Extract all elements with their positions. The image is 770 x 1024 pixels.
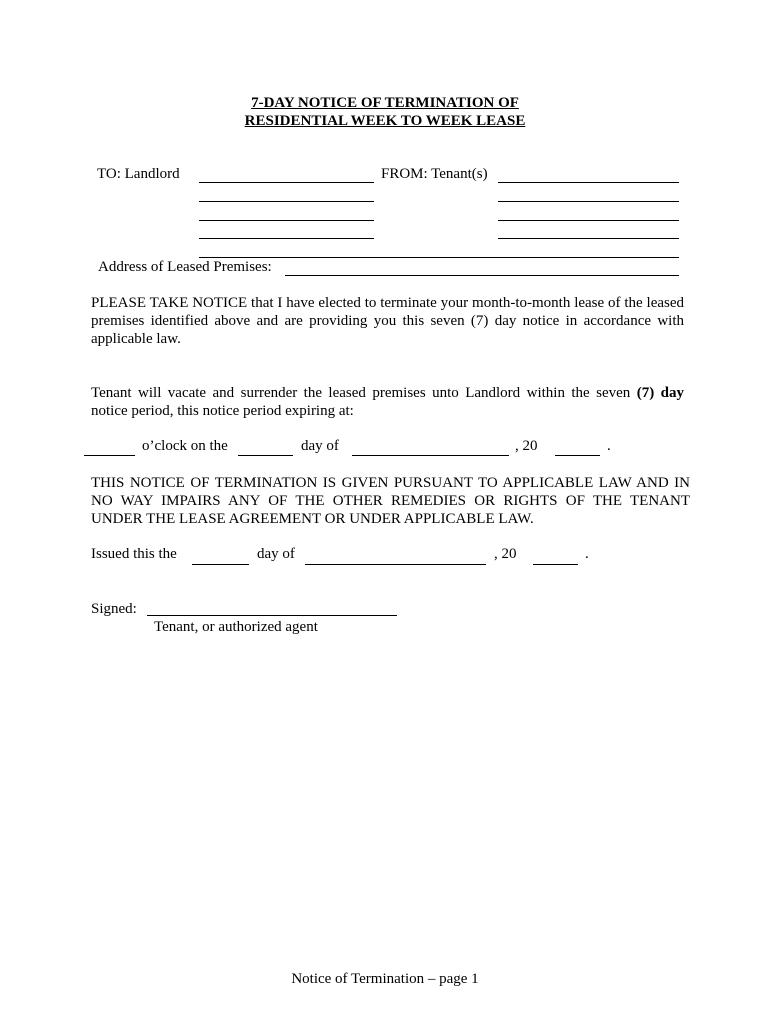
- landlord-name-line-3[interactable]: [199, 220, 374, 221]
- document-title-line-2: RESIDENTIAL WEEK TO WEEK LEASE: [244, 113, 526, 129]
- landlord-name-line-1[interactable]: [199, 182, 374, 183]
- issued-period: .: [585, 546, 589, 562]
- vacate-text-after: notice period, this notice period expiring at:: [91, 403, 354, 419]
- landlord-name-line-4[interactable]: [199, 238, 374, 239]
- vacate-text-bold: (7) day: [636, 385, 684, 401]
- expiry-day-blank[interactable]: [238, 455, 293, 456]
- from-tenant-label: FROM: Tenant(s): [381, 166, 488, 182]
- tenant-name-line-1[interactable]: [498, 182, 679, 183]
- tenant-name-line-4[interactable]: [498, 238, 679, 239]
- issued-day-of-label: day of: [257, 546, 295, 562]
- signature-line[interactable]: [147, 615, 397, 616]
- signed-label: Signed:: [91, 601, 137, 617]
- signature-caption: Tenant, or authorized agent: [154, 619, 318, 635]
- notice-paragraph: PLEASE TAKE NOTICE that I have elected to terminate your month-to-month lease of the leased premises identified above and are providing you this seven (7) day notice in accordance with applicable law.: [91, 295, 684, 347]
- expiry-month-blank[interactable]: [352, 455, 509, 456]
- address-label: Address of Leased Premises:: [98, 259, 272, 275]
- issued-year-blank[interactable]: [533, 564, 578, 565]
- expiry-hour-blank[interactable]: [84, 455, 135, 456]
- address-line[interactable]: [285, 275, 679, 276]
- expiry-period: .: [607, 438, 611, 454]
- issued-year-prefix: , 20: [494, 546, 517, 562]
- vacate-text-before: Tenant will vacate and surrender the leased premises unto Landlord within the seven: [91, 385, 637, 401]
- expiry-year-blank[interactable]: [555, 455, 600, 456]
- issued-label: Issued this the: [91, 546, 177, 562]
- issued-day-blank[interactable]: [192, 564, 249, 565]
- expiry-year-prefix: , 20: [515, 438, 538, 454]
- tenant-name-line-3[interactable]: [498, 220, 679, 221]
- oclock-label: o’clock on the: [142, 438, 228, 454]
- expiry-day-of-label: day of: [301, 438, 339, 454]
- issued-month-blank[interactable]: [305, 564, 486, 565]
- legal-caps-paragraph: THIS NOTICE OF TERMINATION IS GIVEN PURSUANT TO APPLICABLE LAW AND IN NO WAY IMPAIRS ANY OF THE OTHER REMEDIES OR RIGHTS OF THE TENANT UNDER THE LEASE AGREEMENT OR UNDER APPLICABLE LAW.: [91, 475, 690, 527]
- document-title-line-1: 7-DAY NOTICE OF TERMINATION OF: [251, 95, 519, 111]
- tenant-name-line-2[interactable]: [498, 201, 679, 202]
- vacate-paragraph: [91, 384, 684, 420]
- to-landlord-label: TO: Landlord: [97, 166, 180, 182]
- landlord-name-line-2[interactable]: [199, 201, 374, 202]
- page-footer: Notice of Termination – page 1: [291, 971, 479, 987]
